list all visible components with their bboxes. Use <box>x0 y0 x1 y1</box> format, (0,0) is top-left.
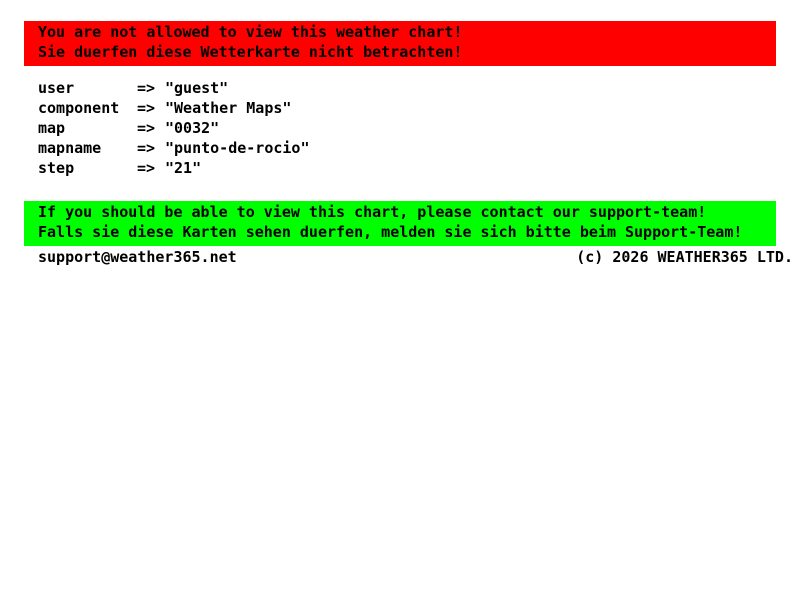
detail-arrow: => <box>137 159 156 177</box>
notice-banner <box>24 201 776 246</box>
detail-key: mapname <box>38 139 102 157</box>
detail-arrow: => <box>137 119 156 137</box>
detail-key: component <box>38 99 120 117</box>
error-banner <box>24 21 776 66</box>
request-detail-row-step <box>38 158 310 178</box>
detail-arrow: => <box>137 99 156 117</box>
detail-key: map <box>38 119 66 137</box>
detail-value: "Weather Maps" <box>165 99 292 117</box>
detail-value: "21" <box>165 159 202 177</box>
detail-key: user <box>38 79 75 97</box>
footer <box>38 248 793 267</box>
copyright-notice: (c) 2026 WEATHER365 LTD. <box>576 248 793 266</box>
detail-arrow: => <box>137 79 156 97</box>
detail-key: step <box>38 159 75 177</box>
request-details <box>38 78 310 178</box>
detail-value: "punto-de-rocio" <box>165 139 310 157</box>
detail-value: "0032" <box>165 119 220 137</box>
support-email: support@weather365.net <box>38 248 237 266</box>
notice-message-german: Falls sie diese Karten sehen duerfen, melden sie sich bitte beim Support-Team! <box>38 222 743 241</box>
error-message-german: Sie duerfen diese Wetterkarte nicht betrachten! <box>38 42 463 61</box>
request-detail-row-map <box>38 118 310 138</box>
notice-message-english: If you should be able to view this chart, please contact our support-team! <box>38 203 707 221</box>
error-message-english: You are not allowed to view this weather chart! <box>38 23 463 41</box>
request-detail-row-mapname <box>38 138 310 158</box>
request-detail-row-user <box>38 78 310 98</box>
request-detail-row-component <box>38 98 310 118</box>
detail-value: "guest" <box>165 79 229 97</box>
detail-arrow: => <box>137 139 156 157</box>
